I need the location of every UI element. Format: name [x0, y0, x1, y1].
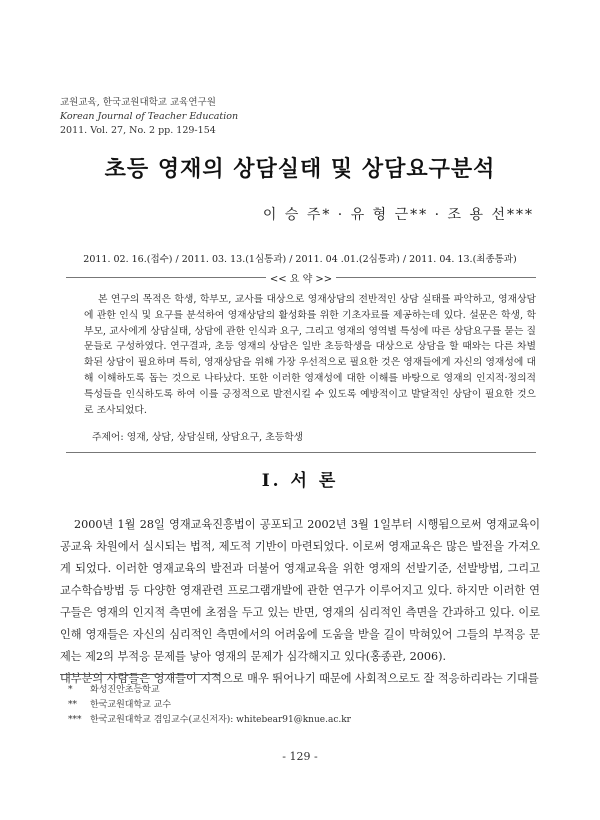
abstract-heading: [66, 270, 536, 284]
journal-name-english: Korean Journal of Teacher Education: [60, 111, 239, 122]
footnote-text: 화성진안초등학교: [90, 685, 160, 695]
journal-volume: 2011. Vol. 27, No. 2 pp. 129-154: [60, 125, 216, 136]
abstract-heading-label: << 요 약 >>: [266, 274, 336, 285]
body-paragraph-1: 2000년 1월 28일 영재교육진흥법이 공포되고 2002년 3월 1일부터 시행됨으로써 영재교육이 공교육 차원에서 실시되는 법적, 제도적 기반이 마련되었다. 이로써 영재교육은 많은 발전을 가져오게 되었다. 이러한 영재교육의 발전과 더불어 영재교육을 위한 영재의 선발기준, 선발방법, 그리고 교수학습방법 등 다양한 영재관련 프로그램개발에 관한 연구가 이루어지고 있다. 하지만 이러한 연구들은 영재의 인지적 측면에 초점을 두고 있는 반면, 영재의 심리적인 측면을 간과하고 있다. 이로 인해 영재들은 자신의 심리적인 측면에서의 어려움에 도움을 받을 길이 막혀있어 그들의 부적응 문제는 제2의 부적응 문제를 낳아 영재의 문제가 심각해지고 있다(홍종관, 2006).: [60, 518, 540, 663]
footnote-mark: **: [68, 700, 77, 710]
abstract-text: 본 연구의 목적은 학생, 학부모, 교사를 대상으로 영재상담의 전반적인 상담 실태를 파악하고, 영재상담에 관한 인식 및 요구를 분석하여 영재상담의 활성화를 위한 기초자료를 제공하는데 있다. 설문은 학생, 학부모, 교사에게 상담실태, 상담에 관한 인식과 요구, 그리고 영재의 영역별 특성에 따른 상담요구를 묻는 질문들로 구성하였다. 연구결과, 초등 영재의 상담은 일반 초등학생을 대상으로 상담을 할 때와는 다른 차별화된 상담이 필요하며 특히, 영재상담을 위해 가장 우선적으로 필요한 것은 영재들에게 자신의 영재성에 대해 이해하도록 돕는 것으로 나타났다. 또한 이러한 영재성에 대한 이해를 바탕으로 영재의 인지적·정의적 특성들을 인식하도록 하여 이를 긍정적으로 발전시킬 수 있도록 예방적이고 발달적인 상담이 필요한 것으로 조사되었다.: [84, 294, 536, 416]
journal-info: [60, 96, 238, 138]
footnote-mark: ***: [68, 715, 82, 725]
footnotes: [68, 683, 351, 728]
footnote-3: [68, 713, 351, 728]
paper-title: 초등 영재의 상담실태 및 상담요구분석: [104, 156, 496, 182]
section-title: I. 서 론: [261, 471, 339, 491]
footnote-text: 한국교원대학교 겸임교수(교신저자): whitebear91@knue.ac.kr: [90, 715, 351, 725]
authors: 이 승 주* · 유 형 근** · 조 용 선***: [262, 207, 534, 223]
keywords: 주제어: 영재, 상담, 상담실태, 상담요구, 초등학생: [92, 432, 304, 443]
footnote-mark: *: [68, 685, 73, 695]
abstract-divider: [66, 452, 536, 453]
abstract-body: [84, 292, 536, 418]
footnote-1: [68, 683, 351, 698]
footnote-rule: [60, 674, 220, 675]
body-paragraph-2: 대부분의 사람들은 영재들이 지적으로 매우 뛰어나기 때문에 사회적으로도 잘 적응하리라는 기대를: [60, 672, 539, 685]
journal-name-korean: 교원교육, 한국교원대학교 교육연구원: [60, 97, 216, 108]
page-number: - 129 -: [282, 750, 318, 763]
footnote-2: [68, 698, 351, 713]
footnote-text: 한국교원대학교 교수: [90, 700, 172, 710]
main-body: [60, 514, 540, 690]
review-dates: 2011. 02. 16.(접수) / 2011. 03. 13.(1심통과) / 2011. 04 .01.(2심통과) / 2011. 04. 13.(최종통과): [83, 254, 517, 265]
